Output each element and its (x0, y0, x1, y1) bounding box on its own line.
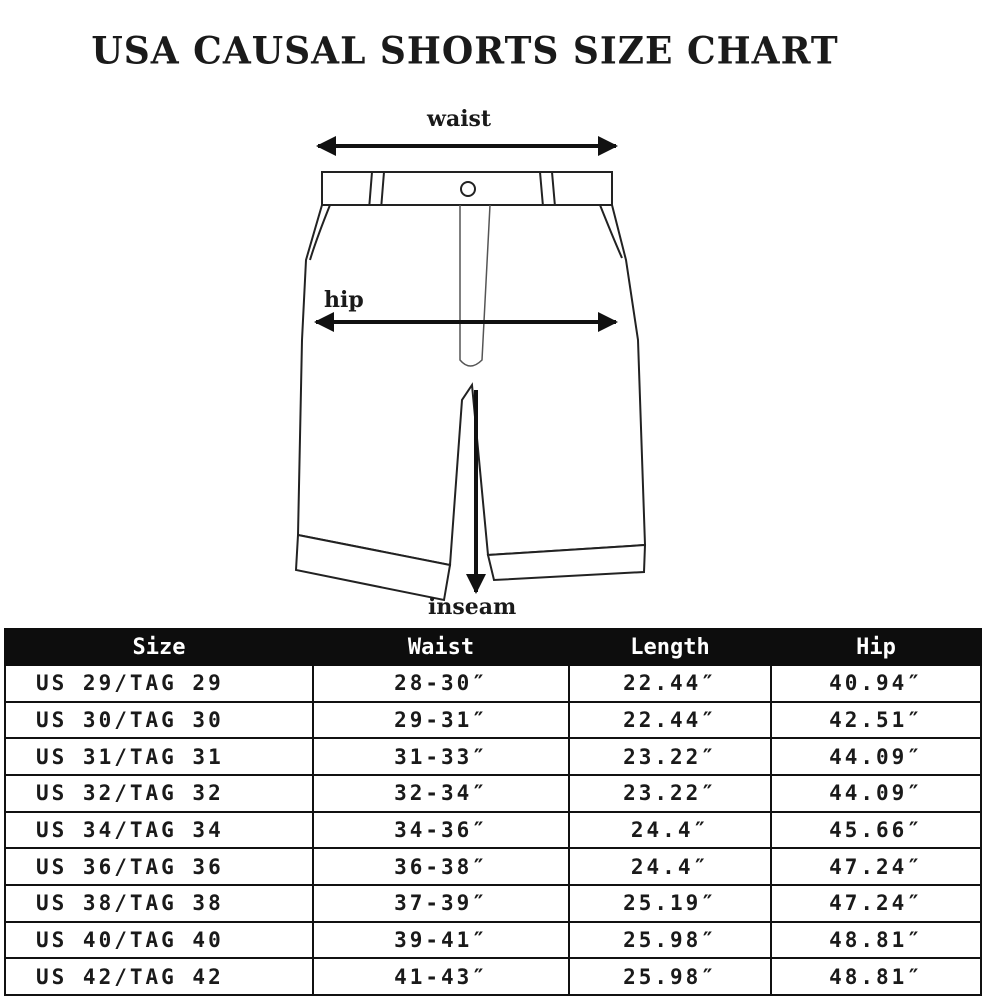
header-hip: Hip (771, 629, 981, 665)
header-length: Length (569, 629, 771, 665)
header-waist: Waist (313, 629, 569, 665)
inseam-label: inseam (428, 594, 517, 620)
table-header-row (5, 629, 981, 665)
size-cell: US 42/TAG 42 (5, 958, 313, 995)
size-cell: US 40/TAG 40 (5, 922, 313, 959)
length-cell: 24.4″ (569, 848, 771, 885)
hip-label: hip (324, 287, 364, 313)
page-title: USA CAUSAL SHORTS SIZE CHART (91, 28, 839, 74)
table-row (5, 922, 981, 959)
table-row (5, 812, 981, 849)
length-cell: 22.44″ (569, 665, 771, 702)
waist-cell: 39-41″ (313, 922, 569, 959)
length-cell: 25.19″ (569, 885, 771, 922)
hip-cell: 45.66″ (771, 812, 981, 849)
size-table (4, 628, 982, 996)
table-row (5, 738, 981, 775)
size-cell: US 29/TAG 29 (5, 665, 313, 702)
waist-cell: 34-36″ (313, 812, 569, 849)
table-row (5, 958, 981, 995)
length-cell: 22.44″ (569, 702, 771, 739)
hip-cell: 44.09″ (771, 775, 981, 812)
size-cell: US 32/TAG 32 (5, 775, 313, 812)
size-cell: US 38/TAG 38 (5, 885, 313, 922)
size-cell: US 34/TAG 34 (5, 812, 313, 849)
hip-cell: 47.24″ (771, 848, 981, 885)
hip-cell: 44.09″ (771, 738, 981, 775)
hip-cell: 40.94″ (771, 665, 981, 702)
table-row (5, 702, 981, 739)
hip-cell: 47.24″ (771, 885, 981, 922)
table-row (5, 775, 981, 812)
button-shape (461, 182, 475, 196)
length-cell: 25.98″ (569, 922, 771, 959)
waist-label: waist (427, 106, 492, 132)
waist-cell: 28-30″ (313, 665, 569, 702)
waist-cell: 31-33″ (313, 738, 569, 775)
waist-cell: 36-38″ (313, 848, 569, 885)
length-cell: 24.4″ (569, 812, 771, 849)
shorts-outline (298, 205, 645, 565)
length-cell: 23.22″ (569, 775, 771, 812)
waist-cell: 37-39″ (313, 885, 569, 922)
size-cell: US 30/TAG 30 (5, 702, 313, 739)
waist-cell: 29-31″ (313, 702, 569, 739)
table-row (5, 848, 981, 885)
waist-cell: 41-43″ (313, 958, 569, 995)
hip-cell: 48.81″ (771, 958, 981, 995)
waist-cell: 32-34″ (313, 775, 569, 812)
hip-cell: 48.81″ (771, 922, 981, 959)
header-size: Size (5, 629, 313, 665)
size-cell: US 36/TAG 36 (5, 848, 313, 885)
length-cell: 25.98″ (569, 958, 771, 995)
table-row (5, 665, 981, 702)
table-row (5, 885, 981, 922)
size-cell: US 31/TAG 31 (5, 738, 313, 775)
length-cell: 23.22″ (569, 738, 771, 775)
hip-cell: 42.51″ (771, 702, 981, 739)
